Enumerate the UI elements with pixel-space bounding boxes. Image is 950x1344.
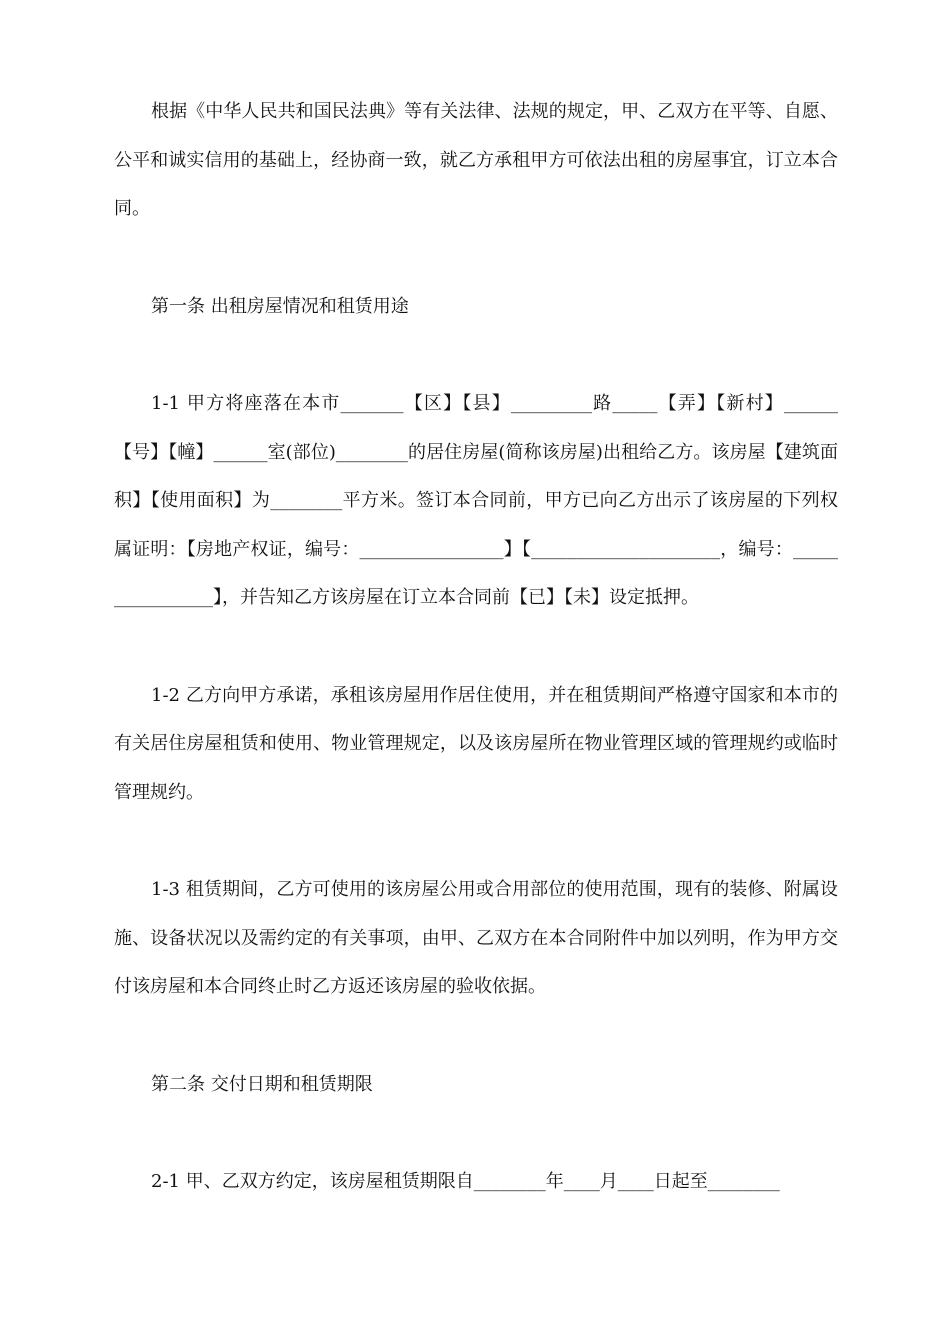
preamble-paragraph: 根据《中华人民共和国民法典》等有关法律、法规的规定，甲、乙双方在平等、自愿、公平和诚实信用的基础上，经协商一致，就乙方承租甲方可依法出租的房屋事宜，订立本合同。 (114, 101, 838, 219)
article-1-heading: 第一条 出租房屋情况和租赁用途 (151, 295, 409, 317)
paragraph-spacer (114, 234, 838, 283)
paragraph-spacer (114, 623, 838, 672)
clause-2-1-paragraph: 2-1 甲、乙双方约定，该房屋租赁期限自________年____月____日起至________ (151, 1171, 780, 1192)
clause-1-2-paragraph: 1-2 乙方向甲方承诺，承租该房屋用作居住使用，并在租赁期间严格遵守国家和本市的有关居住房屋租赁和使用、物业管理规定，以及该房屋所在物业管理区域的管理规约或临时管理规约。 (114, 684, 838, 803)
clause-1-1-paragraph: 1-1 甲方将座落在本市_______【区】【县】_________路_____【弄】【新村】______【号】【幢】______室(部位)________的居住房屋(简称该房屋)出租给乙方。该房屋【建筑面积】【使用面积】为________平方米。签订本合同前，甲方已向乙方出示了该房屋的下列权属证明：【房地产权证，编号：________________】【_____________________，编号：________________】，并告知乙方该房屋在订立本合同前【已】【未】设定抵押。 (114, 393, 838, 608)
paragraph-spacer (114, 1109, 838, 1158)
clause-1-3-paragraph: 1-3 租赁期间，乙方可使用的该房屋公用或合用部位的使用范围，现有的装修、附属设施、设备状况以及需约定的有关事项，由甲、乙双方在本合同附件中加以列明，作为甲方交付该房屋和本合同终止时乙方返还该房屋的验收依据。 (114, 879, 838, 997)
paragraph-spacer (114, 817, 838, 866)
paragraph-spacer (114, 331, 838, 380)
document-page (114, 88, 838, 1207)
article-2-heading: 第二条 交付日期和租赁期限 (151, 1073, 373, 1095)
paragraph-spacer (114, 1012, 838, 1061)
